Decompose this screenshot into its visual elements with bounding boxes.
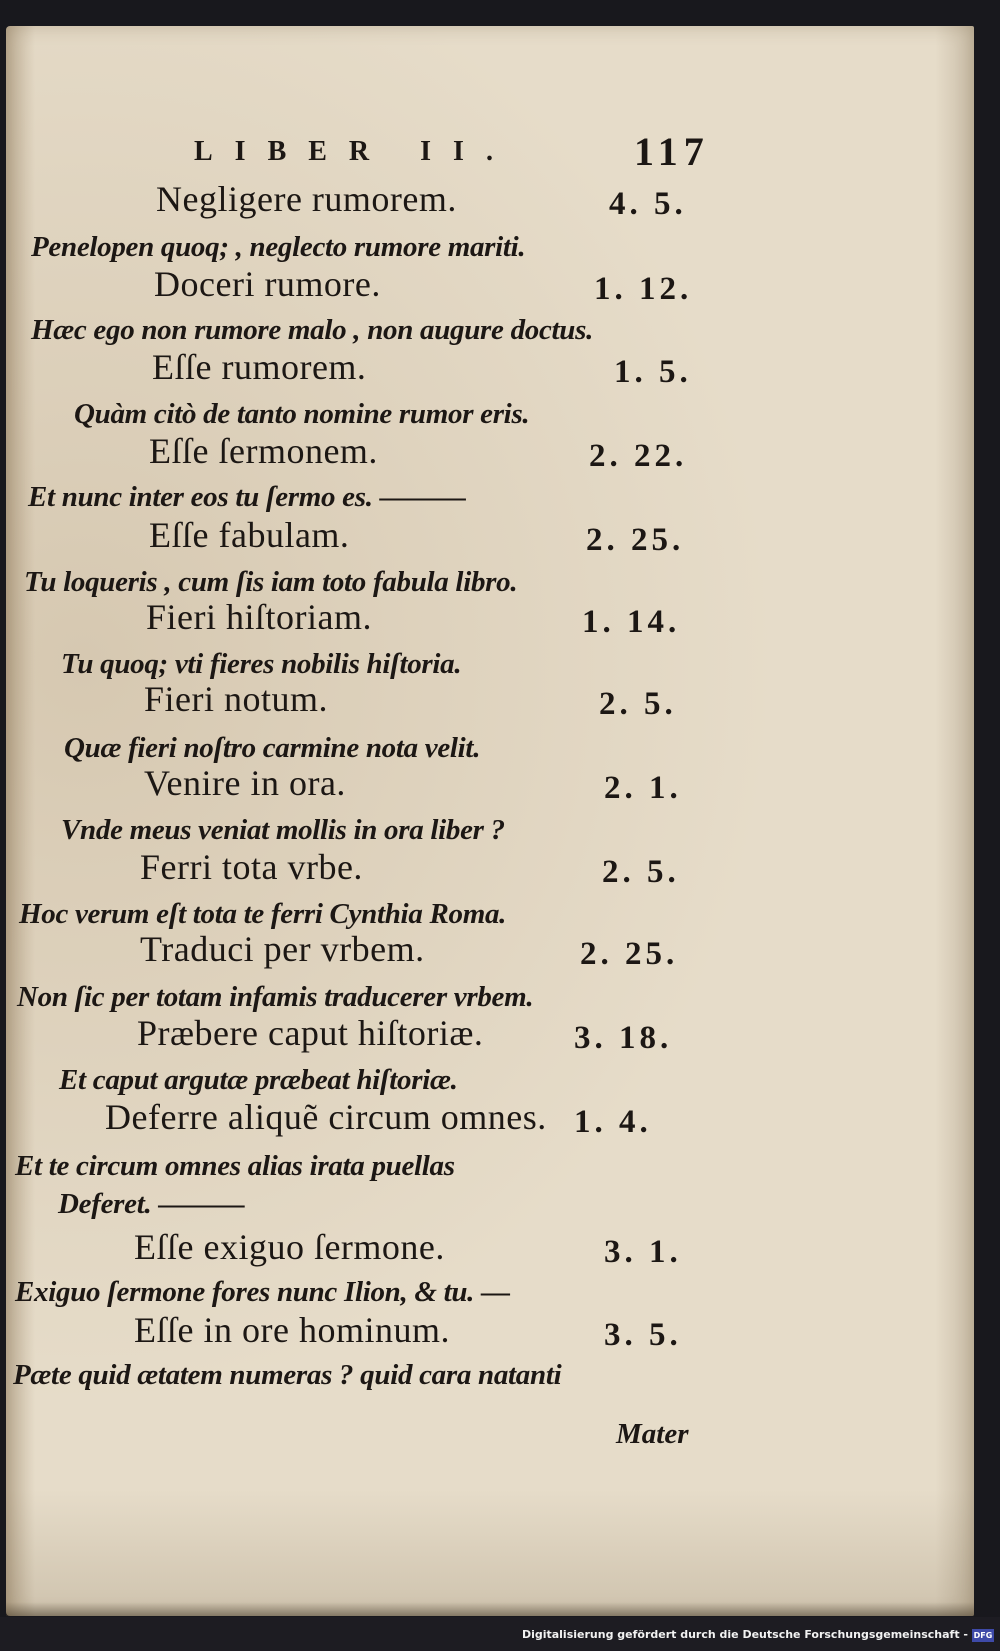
verse-quotation: Exiguo ſermone fores nunc Ilion, & tu. — [15,1276,510,1308]
verse-quotation: Tu loqueris , cum ſis iam toto fabula libro. [24,566,518,598]
entry-reference: 1. 12. [594,271,693,307]
entry-phrase: Doceri rumore. [154,264,381,304]
entry-phrase: Fieri hiſtoriam. [146,597,372,637]
entry-phrase: Ferri tota vrbe. [140,847,363,887]
digitization-footer [0,1617,1000,1651]
entry-phrase: Deferre aliquẽ circum omnes. [105,1097,547,1137]
entry-reference: 4. 5. [609,186,687,222]
entry-reference: 2. 5. [602,854,680,890]
entry-phrase: Traduci per vrbem. [140,929,425,969]
entry-phrase: Eſſe ſermonem. [149,431,378,471]
verse-quotation: Pæte quid ætatem numeras ? quid cara natanti [13,1359,562,1391]
verse-quotation: Tu quoq; vti fieres nobilis hiſtoria. [61,648,462,680]
page-edge-shadow [6,1602,974,1616]
entry-phrase: Negligere rumorem. [156,179,457,219]
entry-reference: 1. 4. [574,1104,652,1140]
entry-reference: 2. 25. [586,522,685,558]
entry-reference: 2. 5. [599,686,677,722]
verse-quotation: Et nunc inter eos tu ſermo es. ——— [28,481,466,513]
verse-quotation: Deferet. ——— [58,1188,245,1220]
entry-phrase: Eſſe in ore hominum. [134,1310,450,1350]
running-head-title: LIBER II. [194,136,515,167]
entry-reference: 3. 1. [604,1234,682,1270]
entry-phrase: Fieri notum. [144,679,328,719]
dfg-logo: DFG [973,1631,993,1640]
verse-quotation: Non ſic per totam infamis traducerer vrbem. [17,981,534,1013]
entry-reference: 1. 5. [614,354,692,390]
page-number: 117 [634,129,710,174]
verse-quotation: Quàm citò de tanto nomine rumor eris. [74,398,530,430]
entry-reference: 2. 25. [580,936,679,972]
catchword: Mater [616,1418,689,1450]
running-head [6,126,974,186]
verse-quotation: Hæc ego non rumore malo , non augure doctus. [31,314,594,346]
entry-reference: 3. 18. [574,1020,673,1056]
verse-quotation: Hoc verum eſt tota te ferri Cynthia Roma. [19,898,507,930]
verse-quotation: Penelopen quoq; , neglecto rumore mariti. [31,231,526,263]
entry-reference: 1. 14. [582,604,681,640]
verse-quotation: Quæ fieri noſtro carmine nota velit. [64,732,481,764]
entry-phrase: Præbere caput hiſtoriæ. [137,1013,484,1053]
entry-phrase: Venire in ora. [144,763,346,803]
verse-quotation: Et te circum omnes alias irata puellas [15,1150,455,1182]
entry-phrase: Eſſe exiguo ſermone. [134,1227,445,1267]
entry-phrase: Eſſe fabulam. [149,515,350,555]
entry-reference: 2. 22. [589,438,688,474]
entry-reference: 3. 5. [604,1317,682,1353]
entry-reference: 2. 1. [604,770,682,806]
entry-phrase: Eſſe rumorem. [152,347,367,387]
book-page [6,26,974,1616]
verse-quotation: Vnde meus veniat mollis in ora liber ? [61,814,505,846]
verse-quotation: Et caput argutæ præbeat hiſtoriæ. [59,1064,458,1096]
funding-credit: Digitalisierung gefördert durch die Deutsche Forschungsgemeinschaft - [521,1628,968,1641]
